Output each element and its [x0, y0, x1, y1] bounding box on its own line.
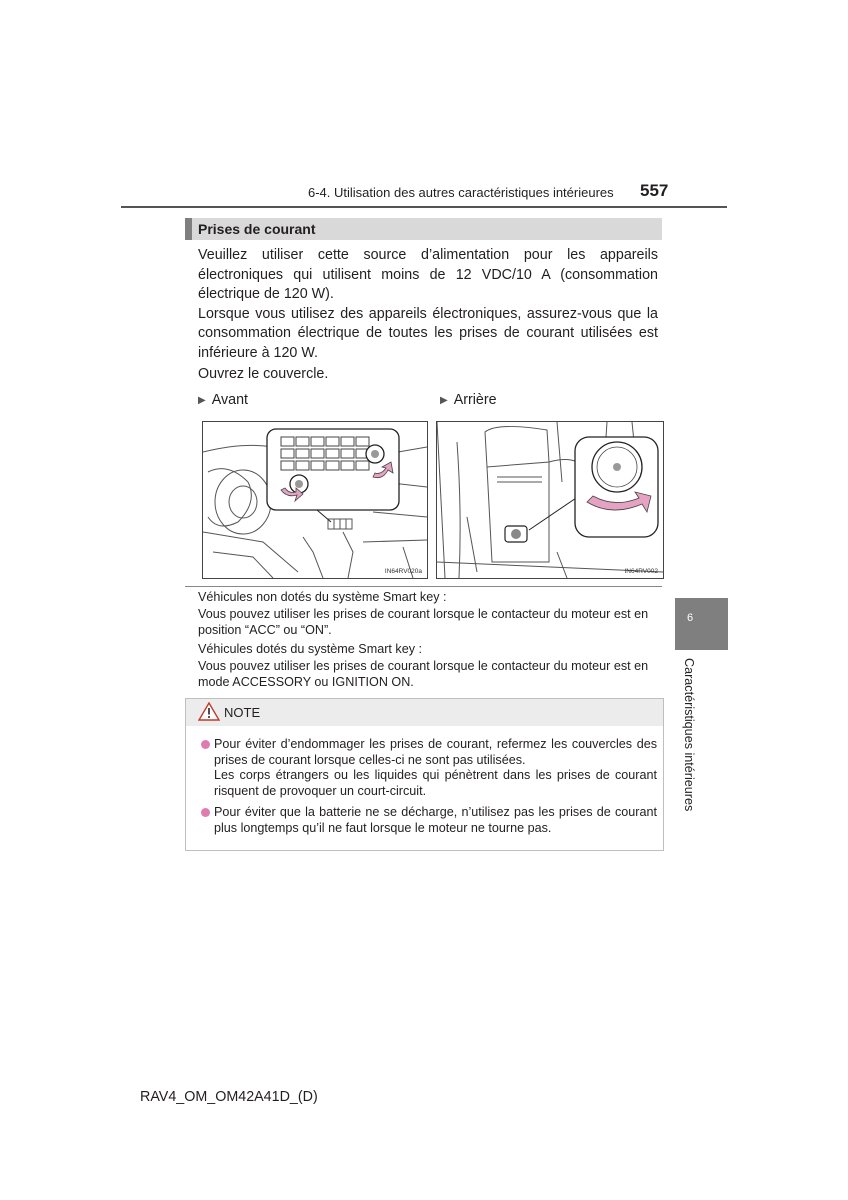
triangle-icon: ▶	[440, 395, 448, 406]
front-label: ▶ Avant	[198, 392, 249, 408]
running-header-title: 6-4. Utilisation des autres caractéristiques intérieures	[308, 185, 614, 200]
document-code: RAV4_OM_OM42A41D_(D)	[140, 1089, 318, 1105]
header-rule	[121, 206, 727, 208]
chapter-tab	[675, 598, 728, 650]
condition-title: Véhicules dotés du système Smart key :	[198, 642, 422, 656]
paragraph-open-cover: Ouvrez le couvercle.	[198, 366, 329, 382]
note-box	[185, 698, 664, 851]
bullet-icon	[201, 808, 210, 817]
section-heading-accent	[185, 218, 192, 240]
dashboard-drawing	[203, 422, 427, 578]
condition-text: Vous pouvez utiliser les prises de courant lorsque le contacteur du moteur est en position “ACC” ou “ON”.	[198, 606, 649, 637]
triangle-icon: ▶	[198, 395, 206, 406]
intro-text	[198, 246, 658, 363]
note-item: Pour éviter que la batterie ne se décharge, n’utilisez pas les prises de courant plus longtemps qu’il ne faut lorsque le moteur ne tourne pas.	[214, 805, 657, 836]
page-number: 557	[640, 181, 669, 200]
note-header	[186, 699, 663, 726]
condition-title: Véhicules non dotés du système Smart key :	[198, 590, 447, 604]
rear-outlet-illustration	[436, 421, 664, 579]
warning-triangle-icon	[198, 702, 220, 721]
condition-text: Vous pouvez utiliser les prises de courant lorsque le contacteur du moteur est en mode ACCESSORY ou IGNITION ON.	[198, 658, 649, 689]
conditions-rule	[185, 586, 662, 587]
chapter-number: 6	[687, 612, 694, 624]
rear-label: ▶ Arrière	[440, 392, 497, 408]
condition-smart-key	[198, 641, 660, 691]
front-figure-code: IN64RV020a	[384, 568, 422, 575]
paragraph-usage: Veuillez utiliser cette source d’alimentation pour les appareils électroniques qui utilisent moins de 12 VDC/10 A (consommation électrique de 120 W).	[198, 247, 658, 302]
chapter-title-vertical: Caractéristiques intérieures	[682, 658, 696, 812]
condition-non-smart-key	[198, 589, 660, 639]
bullet-icon	[201, 740, 210, 749]
section-heading: Prises de courant	[198, 221, 316, 237]
note-label: NOTE	[224, 705, 261, 720]
front-outlet-illustration	[202, 421, 428, 579]
rear-figure-code: IN64RV002	[624, 568, 658, 575]
section-heading-bar	[185, 218, 662, 240]
paragraph-consumption: Lorsque vous utilisez des appareils électroniques, assurez-vous que la consommation électrique de toutes les prises de courant utilisées est inférieure à 120 W.	[198, 305, 658, 361]
note-item: Pour éviter d’endommager les prises de courant, refermez les couvercles des prises de courant lorsque celles-ci ne sont pas utilisées. Les corps étrangers ou les liquides qui pénètrent dans les prises de courant risquent de provoquer un court-circuit.	[214, 737, 657, 800]
console-drawing	[437, 422, 663, 578]
